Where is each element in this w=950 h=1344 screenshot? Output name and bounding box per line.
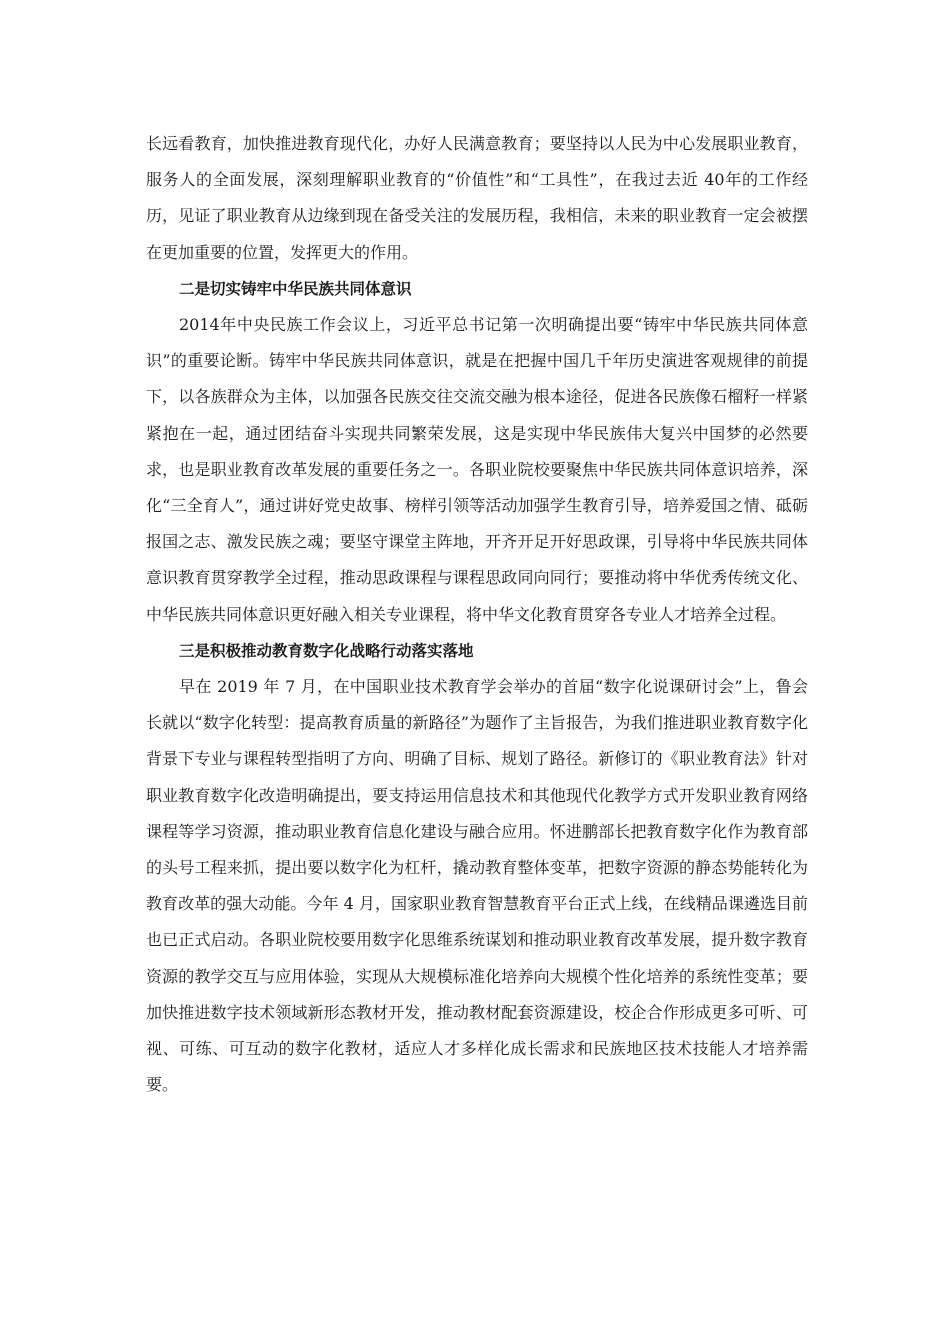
paragraph-ethnic-unity: 2014年中央民族工作会议上，习近平总书记第一次明确提出要“铸牢中华民族共同体意识”的重要论断。铸牢中华民族共同体意识，就是在把握中国几千年历史演进客观规律的前提下，以各族群众为主体，以加强各民族交往交流交融为根本途径，促进各民族像石榴籽一样紧紧抱在一起，通过团结奋斗实现共同繁荣发展，这是实现中华民族伟大复兴中国梦的必然要求，也是职业教育改革发展的重要任务之一。各职业院校要聚焦中华民族共同体意识培养，深化“三全育人”，通过讲好党史故事、榜样引领等活动加强学生教育引导，培养爱国之情、砥砺报国之志、激发民族之魂；要坚守课堂主阵地，开齐开足开好思政课，引导将中华民族共同体意识教育贯穿教学全过程，推动思政课程与课程思政同向同行；要推动将中华优秀传统文化、中华民族共同体意识更好融入相关专业课程，将中华文化教育贯穿各专业人才培养全过程。: [146, 315, 808, 624]
paragraph-digitalization: 早在 2019 年 7 月，在中国职业技术教育学会举办的首届“数字化说课研讨会”上，鲁会长就以“数字化转型：提高教育质量的新路径”为题作了主旨报告，为我们推进职业教育数字化背景下专业与课程转型指明了方向、明确了目标、规划了路径。新修订的《职业教育法》针对职业教育数字化改造明确提出，要支持运用信息技术和其他现代化教学方式开发职业教育网络课程等学习资源，推动职业教育信息化建设与融合应用。怀进鹏部长把教育数字化作为教育部的头号工程来抓，提出要以数字化为杠杆，撬动教育整体变革，把数字资源的静态势能转化为教育改革的强大动能。今年 4 月，国家职业教育智慧教育平台正式上线，在线精品课遴选目前也已正式启动。各职业院校要用数字化思维系统谋划和推动职业教育改革发展，提升数字教育资源的教学交互与应用体验，实现从大规模标准化培养向大规模个性化培养的系统性变革；要加快推进数字技术领域新形态教材开发，推动教材配套资源建设，校企合作形成更多可听、可视、可练、可互动的数字化教材，适应人才多样化成长需求和民族地区技术技能人才培养需要。: [146, 677, 808, 1095]
document-body: [146, 126, 808, 1103]
paragraph-continuation: 长远看教育，加快推进教育现代化，办好人民满意教育；要坚持以人民为中心发展职业教育，服务人的全面发展，深刻理解职业教育的“价值性”和“工具性”，在我过去近 40年的工作经历，见证了职业教育从边缘到现在备受关注的发展历程，我相信，未来的职业教育一定会被摆在更加重要的位置，发挥更大的作用。: [146, 134, 808, 262]
section-heading-2: 二是切实铸牢中华民族共同体意识: [179, 279, 412, 298]
section-heading-3: 三是积极推动教育数字化战略行动落实落地: [179, 641, 474, 660]
